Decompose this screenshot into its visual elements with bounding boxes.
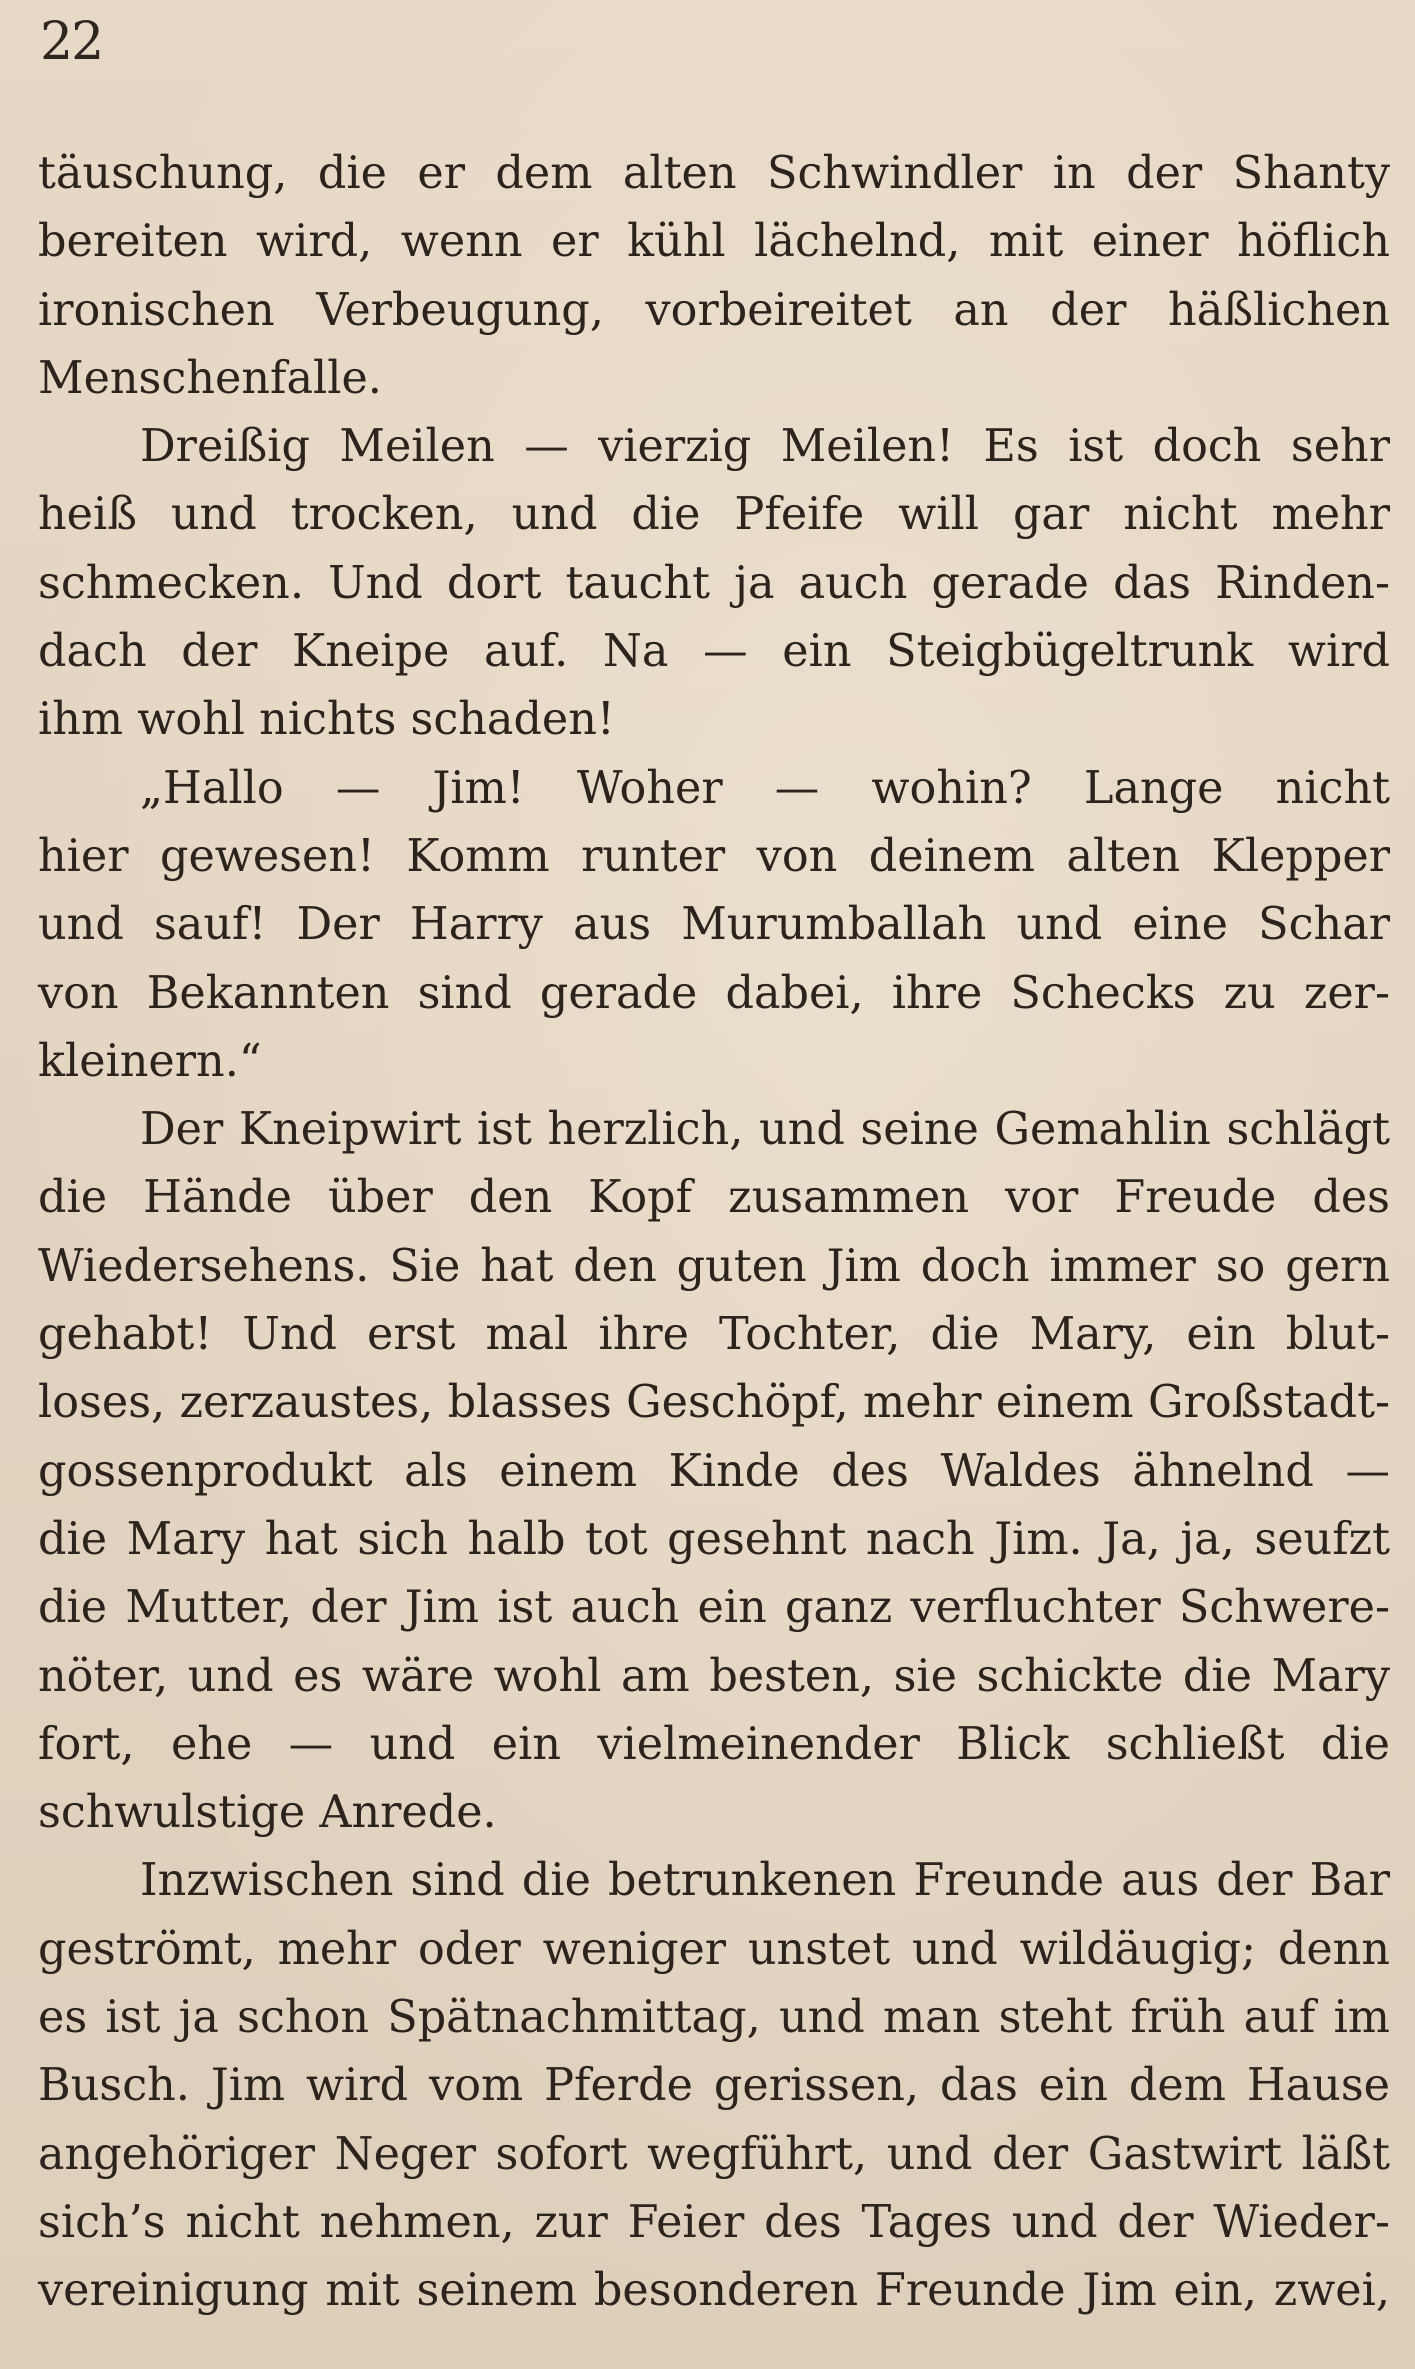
text-line: die Mutter, der Jim ist auch ein ganz verfluchter Schwere- bbox=[38, 1582, 1390, 1634]
text-line: vereinigung mit seinem besonderen Freunde Jim ein, zwei, bbox=[38, 2265, 1390, 2317]
text-line: gehabt! Und erst mal ihre Tochter, die Mary, ein blut- bbox=[38, 1309, 1390, 1361]
text-line: geströmt, mehr oder weniger unstet und wildäugig; denn bbox=[38, 1923, 1390, 1975]
text-line: von Bekannten sind gerade dabei, ihre Schecks zu zer- bbox=[38, 967, 1390, 1019]
text-line: schwulstige Anrede. bbox=[38, 1787, 497, 1839]
text-line: gossenprodukt als einem Kinde des Waldes ähnelnd — bbox=[38, 1445, 1390, 1497]
text-line: kleinern.“ bbox=[38, 1035, 262, 1087]
text-line: nöter, und es wäre wohl am besten, sie schickte die Mary bbox=[38, 1650, 1390, 1702]
body-text bbox=[38, 140, 1390, 2326]
text-line: sich’s nicht nehmen, zur Feier des Tages und der Wieder- bbox=[38, 2196, 1390, 2248]
text-line: bereiten wird, wenn er kühl lächelnd, mit einer höflich bbox=[38, 216, 1390, 268]
text-line: Inzwischen sind die betrunkenen Freunde aus der Bar bbox=[140, 1855, 1390, 1907]
text-line: ironischen Verbeugung, vorbeireitet an der häßlichen bbox=[38, 284, 1390, 336]
text-line: die Hände über den Kopf zusammen vor Freude des bbox=[38, 1172, 1390, 1224]
text-line: hier gewesen! Komm runter von deinem alten Klepper bbox=[38, 830, 1390, 882]
text-line: ihm wohl nichts schaden! bbox=[38, 694, 615, 746]
text-line: Wiedersehens. Sie hat den guten Jim doch immer so gern bbox=[38, 1240, 1390, 1292]
text-line: und sauf! Der Harry aus Murumballah und eine Schar bbox=[38, 899, 1390, 951]
text-line: täuschung, die er dem alten Schwindler in der Shanty bbox=[38, 148, 1390, 199]
text-line: schmecken. Und dort taucht ja auch gerade das Rinden- bbox=[38, 557, 1390, 609]
text-line: Menschenfalle. bbox=[38, 352, 382, 404]
text-line: Der Kneipwirt ist herzlich, und seine Gemahlin schlägt bbox=[140, 1104, 1390, 1156]
text-line: loses, zerzaustes, blasses Geschöpf, mehr einem Großstadt- bbox=[38, 1377, 1390, 1429]
text-line: angehöriger Neger sofort wegführt, und der Gastwirt läßt bbox=[38, 2128, 1390, 2180]
text-line: es ist ja schon Spätnachmittag, und man steht früh auf im bbox=[38, 1992, 1390, 2044]
text-line: Busch. Jim wird vom Pferde gerissen, das ein dem Hause bbox=[38, 2060, 1390, 2112]
text-line: die Mary hat sich halb tot gesehnt nach Jim. Ja, ja, seufzt bbox=[38, 1513, 1390, 1565]
text-line: fort, ehe — und ein vielmeinender Blick schließt die bbox=[38, 1718, 1390, 1770]
text-line: „Hallo — Jim! Woher — wohin? Lange nicht bbox=[140, 762, 1390, 814]
text-line: heiß und trocken, und die Pfeife will gar nicht mehr bbox=[38, 489, 1390, 541]
text-line: Dreißig Meilen — vierzig Meilen! Es ist doch sehr bbox=[140, 421, 1390, 473]
page-number: 22 bbox=[40, 12, 103, 72]
text-line: dach der Kneipe auf. Na — ein Steigbügeltrunk wird bbox=[38, 626, 1390, 678]
